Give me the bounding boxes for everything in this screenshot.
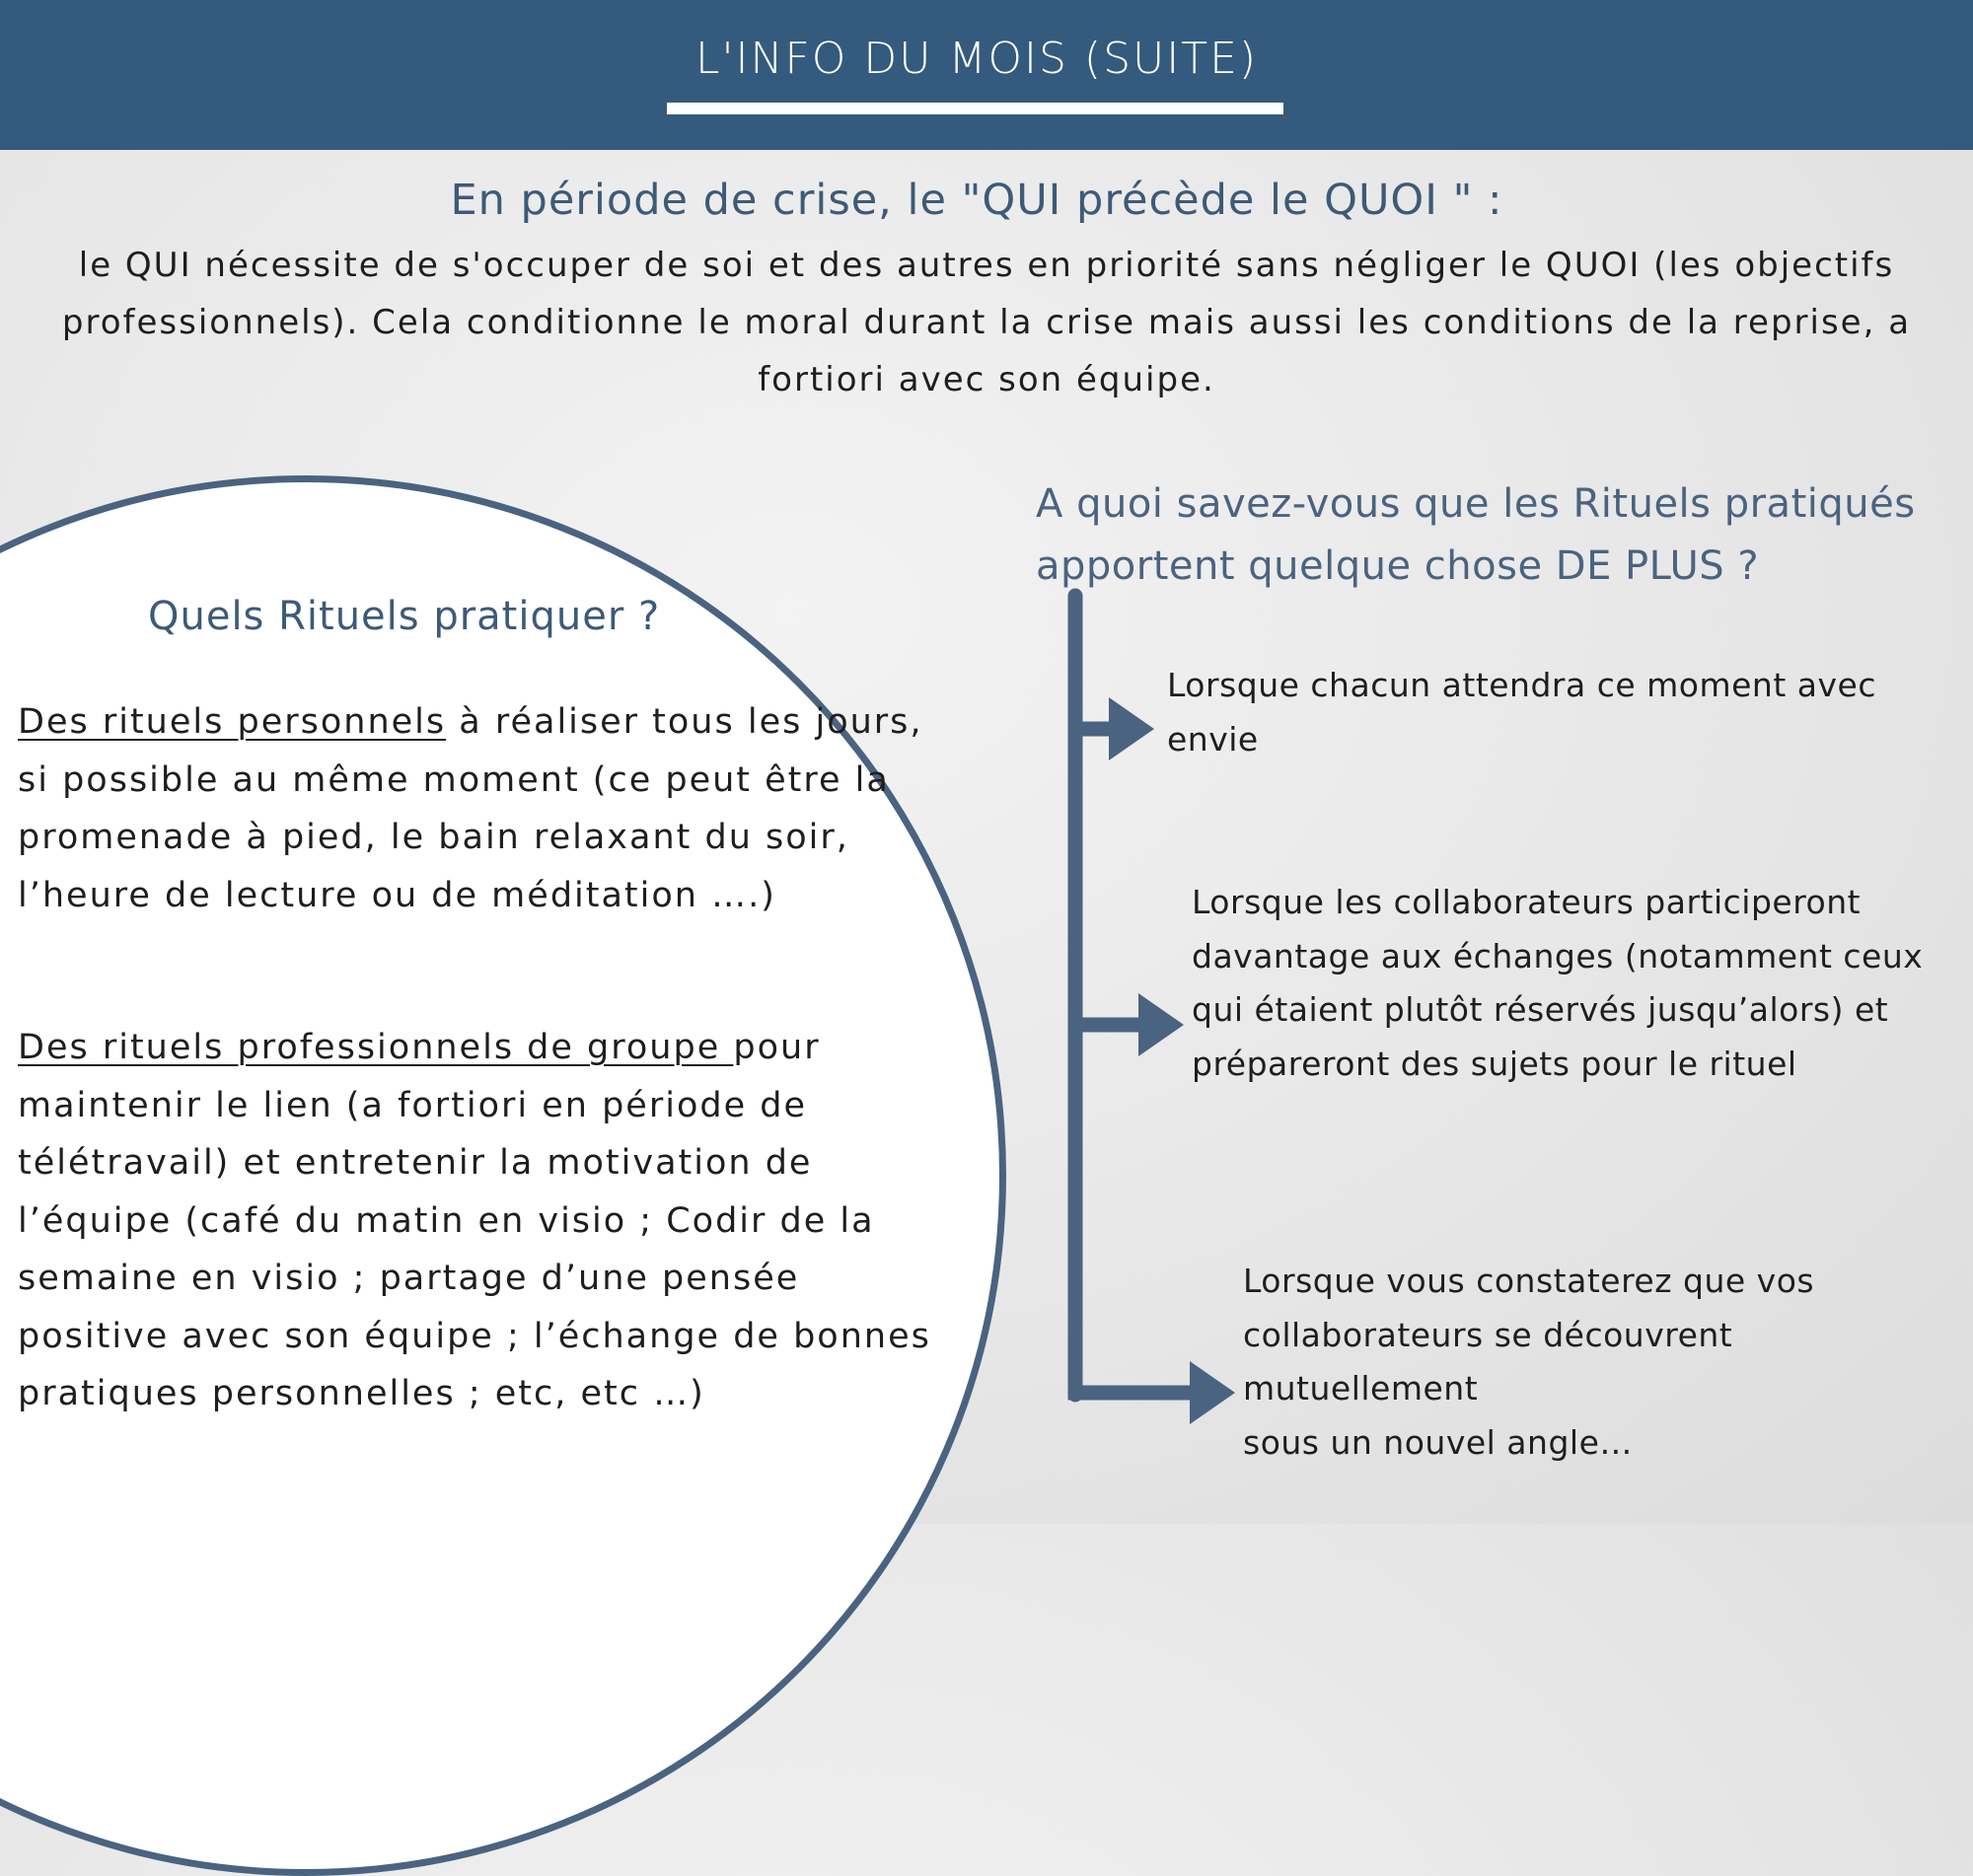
personal-rituals-label: Des rituels personnels <box>18 702 447 742</box>
right-heading: A quoi savez-vous que les Rituels pratiqués apportent quelque chose DE PLUS ? <box>1036 481 1916 589</box>
group-rituals-label: Des rituels professionnels de groupe <box>18 1028 734 1067</box>
page-title: L'INFO DU MOIS (SUITE) <box>694 34 1259 84</box>
group-rituals-text: pour maintenir le lien (a fortiori en période de télétravail) et entretenir la motivation de l’équipe (café du matin en visio ; Codir de la semaine en visio ; partage d’une pensée positive avec son équipe ; l’échange de bonnes pratiques personnelles ; etc, etc …) <box>18 1028 931 1413</box>
flow-branch-3 <box>1075 1386 1194 1393</box>
arrow-right-icon <box>1190 1361 1235 1424</box>
personal-rituals-text: à réaliser tous les jours, si possible au même moment (ce peut être la promenade à pied, le bain relaxant du soir, l’heure de lecture ou de méditation ….) <box>18 702 923 915</box>
intro-paragraph: le QUI nécessite de s'occuper de soi et des autres en priorité sans négliger le QUOI (les objectifs professionnels). Cela conditionne le moral durant la crise mais aussi les conditions de la reprise, a fortiori avec son équipe. <box>61 246 1912 399</box>
flow-item-2: Lorsque les collaborateurs participeront davantage aux échanges (notamment ceux qui étaient plutôt réservés jusqu’alors) et prépareront des sujets pour le rituel <box>1192 883 1924 1083</box>
arrow-right-icon <box>1138 993 1184 1056</box>
section-subtitle: En période de crise, le "QUI précède le QUOI " : <box>450 176 1503 225</box>
flow-item-1: Lorsque chacun attendra ce moment avec envie <box>1167 666 1876 758</box>
arrow-right-icon <box>1109 697 1154 760</box>
flow-item-3: Lorsque vous constaterez que vos collaborateurs se découvrent mutuellement sous un nouvel angle… <box>1243 1262 1815 1462</box>
left-heading: Quels Rituels pratiquer ? <box>148 594 661 639</box>
